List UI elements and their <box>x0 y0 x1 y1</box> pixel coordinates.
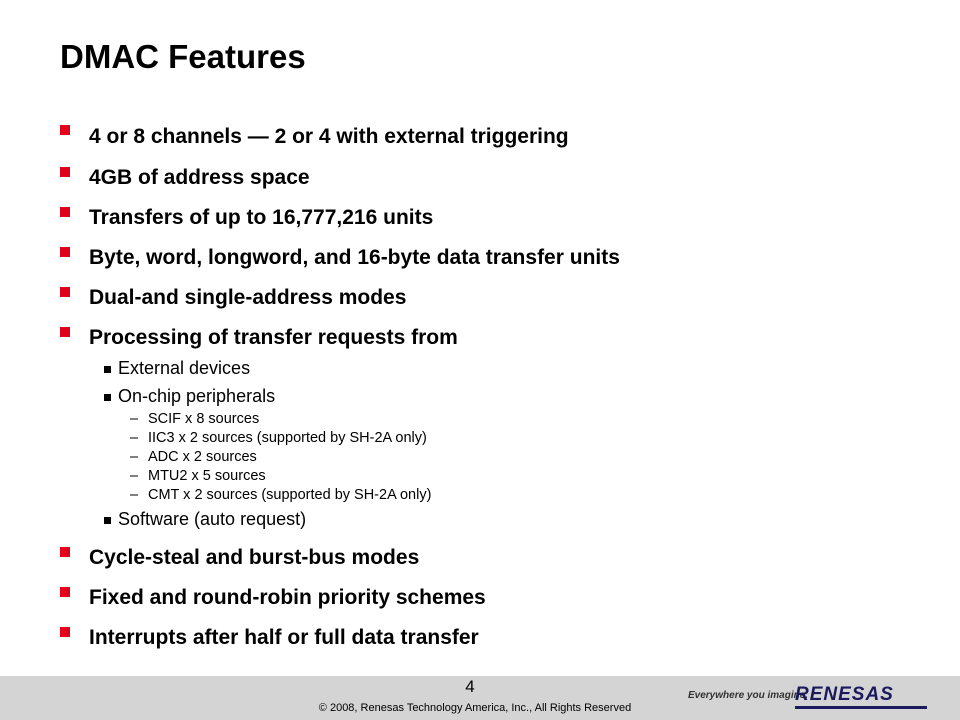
bullet-item: 4 or 8 channels — 2 or 4 with external triggering <box>89 125 569 148</box>
renesas-logo: RENESAS <box>795 684 894 705</box>
dash-marker: – <box>130 430 139 446</box>
bullet-item: 4GB of address space <box>89 166 310 189</box>
page-number: 4 <box>465 677 475 696</box>
sub-bullet-item: Software (auto request) <box>118 509 307 529</box>
dash-marker: – <box>130 487 139 503</box>
sub-bullet-square-icon <box>104 394 111 401</box>
dash-marker: – <box>130 468 139 484</box>
sub-bullet-square-icon <box>104 366 111 373</box>
dash-marker: – <box>130 449 139 465</box>
brand-tagline: Everywhere you imagine. <box>688 690 809 701</box>
dash-marker: – <box>130 411 139 427</box>
sub-bullet-square-icon <box>104 517 111 524</box>
peripheral-item: SCIF x 8 sources <box>148 411 260 427</box>
bullet-item: Interrupts after half or full data transfer <box>89 626 479 649</box>
peripheral-item: IIC3 x 2 sources (supported by SH-2A only) <box>148 430 427 446</box>
bullet-item: Dual-and single-address modes <box>89 286 407 309</box>
sub-bullet-item: On-chip peripherals <box>118 386 276 406</box>
bullet-square-icon <box>60 125 70 135</box>
bullet-square-icon <box>60 627 70 637</box>
bullet-item: Transfers of up to 16,777,216 units <box>89 206 434 229</box>
sub-bullet-item: External devices <box>118 358 251 378</box>
bullet-square-icon <box>60 167 70 177</box>
peripheral-item: CMT x 2 sources (supported by SH-2A only) <box>148 487 432 503</box>
copyright-text: © 2008, Renesas Technology America, Inc., All Rights Reserved <box>318 702 632 714</box>
bullet-square-icon <box>60 207 70 217</box>
bullet-square-icon <box>60 287 70 297</box>
bullet-item: Byte, word, longword, and 16-byte data transfer units <box>89 246 620 269</box>
logo-underline <box>795 706 927 709</box>
bullet-square-icon <box>60 547 70 557</box>
peripheral-item: ADC x 2 sources <box>148 449 257 465</box>
bullet-square-icon <box>60 247 70 257</box>
bullet-item: Cycle-steal and burst-bus modes <box>89 546 420 569</box>
bullet-square-icon <box>60 327 70 337</box>
bullet-item: Fixed and round-robin priority schemes <box>89 586 486 609</box>
peripheral-item: MTU2 x 5 sources <box>148 468 266 484</box>
bullet-square-icon <box>60 587 70 597</box>
slide-title: DMAC Features <box>60 38 306 75</box>
bullet-item: Processing of transfer requests from <box>89 326 458 349</box>
